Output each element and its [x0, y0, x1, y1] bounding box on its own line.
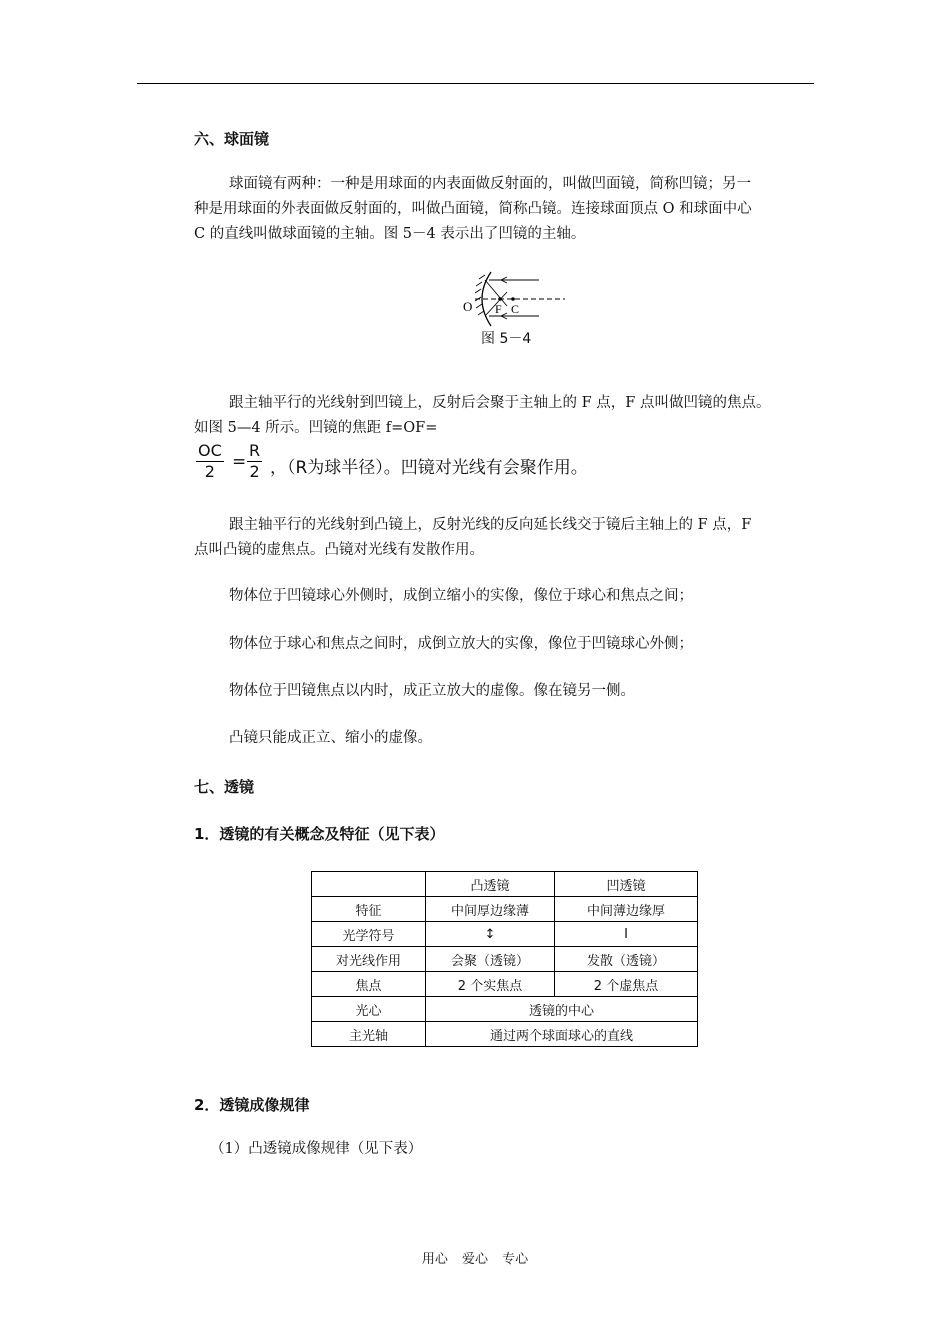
para3-line2: 点叫凸镜的虚焦点。凸镜对光线有发散作用。: [194, 542, 484, 558]
table-cell: 中间厚边缘薄: [426, 897, 555, 922]
fraction-numerator-r: R: [249, 441, 261, 460]
formula-tail-text: ，（R为球半径）。凹镜对光线有会聚作用。: [270, 458, 588, 478]
lens-comparison-table: [311, 871, 698, 1047]
fraction-numerator-oc: OC: [198, 441, 222, 460]
imaging-rule-4: 凸镜只能成正立、缩小的虚像。: [229, 730, 432, 746]
figure-label-o: O: [463, 299, 473, 314]
table-row: [312, 997, 698, 1022]
table-cell: 发散（透镜）: [555, 947, 698, 972]
figure-label-c: C: [511, 302, 520, 316]
table-cell-merged: 通过两个球面球心的直线: [426, 1022, 698, 1047]
section-7-title: 七、透镜: [194, 778, 255, 796]
table-header-cell: 凸透镜: [426, 872, 555, 897]
header-rule: [137, 83, 814, 84]
fraction-denominator-2: 2: [204, 462, 215, 481]
formula-equals: =: [232, 452, 247, 472]
section-6-title: 六、球面镜: [194, 130, 270, 148]
para2-line2: 如图 5—4 所示。凹镜的焦距 f=OF=: [194, 420, 438, 436]
imaging-rule-3: 物体位于凹镜焦点以内时，成正立放大的虚像。像在镜另一侧。: [229, 683, 635, 699]
table-cell: 特征: [312, 897, 426, 922]
imaging-rule-2: 物体位于球心和焦点之间时，成倒立放大的实像，像位于凹镜球心外侧；: [229, 636, 693, 652]
page-footer: 用心 爱心 专心: [421, 1252, 529, 1267]
para2-line1: 跟主轴平行的光线射到凹镜上，反射后会聚于主轴上的 F 点，F 点叫做凹镜的焦点。: [229, 395, 771, 411]
table-cell: 光学符号: [312, 922, 426, 947]
table-cell: 光心: [312, 997, 426, 1022]
imaging-rule-1: 物体位于凹镜球心外侧时，成倒立缩小的实像，像位于球心和焦点之间；: [229, 588, 693, 604]
para3-line1: 跟主轴平行的光线射到凸镜上，反射光线的反向延长线交于镜后主轴上的 F 点，F: [229, 517, 752, 533]
concave-lens-symbol: Ⅰ: [555, 922, 698, 947]
para1-line3: C 的直线叫做球面镜的主轴。图 5－4 表示出了凹镜的主轴。: [194, 226, 586, 242]
fraction-r-over-2: [247, 441, 262, 482]
table-header-row: [312, 872, 698, 897]
para1-line2: 种是用球面的外表面做反射面的，叫做凸面镜，简称凸镜。连接球面顶点 O 和球面中心: [194, 201, 752, 217]
fraction-oc-over-2: [196, 441, 224, 482]
table-cell: 对光线作用: [312, 947, 426, 972]
figure-caption: 图 5－4: [481, 331, 532, 347]
table-row: [312, 1022, 698, 1047]
table-cell-merged: 透镜的中心: [426, 997, 698, 1022]
table-cell: 中间薄边缘厚: [555, 897, 698, 922]
subsection-2-item-1: （1）凸透镜成像规律（见下表）: [210, 1141, 423, 1157]
table-row: [312, 947, 698, 972]
table-row: [312, 972, 698, 997]
table-header-cell: [312, 872, 426, 897]
table-cell: 2 个实焦点: [426, 972, 555, 997]
table-cell: 主光轴: [312, 1022, 426, 1047]
figure-label-f: F: [495, 302, 502, 316]
table-cell: 焦点: [312, 972, 426, 997]
table-cell: 2 个虚焦点: [555, 972, 698, 997]
table-header-cell: 凹透镜: [555, 872, 698, 897]
fraction-denominator-2b: 2: [249, 462, 260, 481]
table-cell: 会聚（透镜）: [426, 947, 555, 972]
para1-line1: 球面镜有两种：一种是用球面的内表面做反射面的，叫做凹面镜，简称凹镜；另一: [229, 176, 751, 192]
subsection-1-title: 1．透镜的有关概念及特征（见下表）: [194, 825, 445, 843]
table-row: [312, 922, 698, 947]
table-row: [312, 897, 698, 922]
convex-lens-symbol: ↕: [426, 922, 555, 947]
subsection-2-title: 2．透镜成像规律: [194, 1096, 310, 1114]
